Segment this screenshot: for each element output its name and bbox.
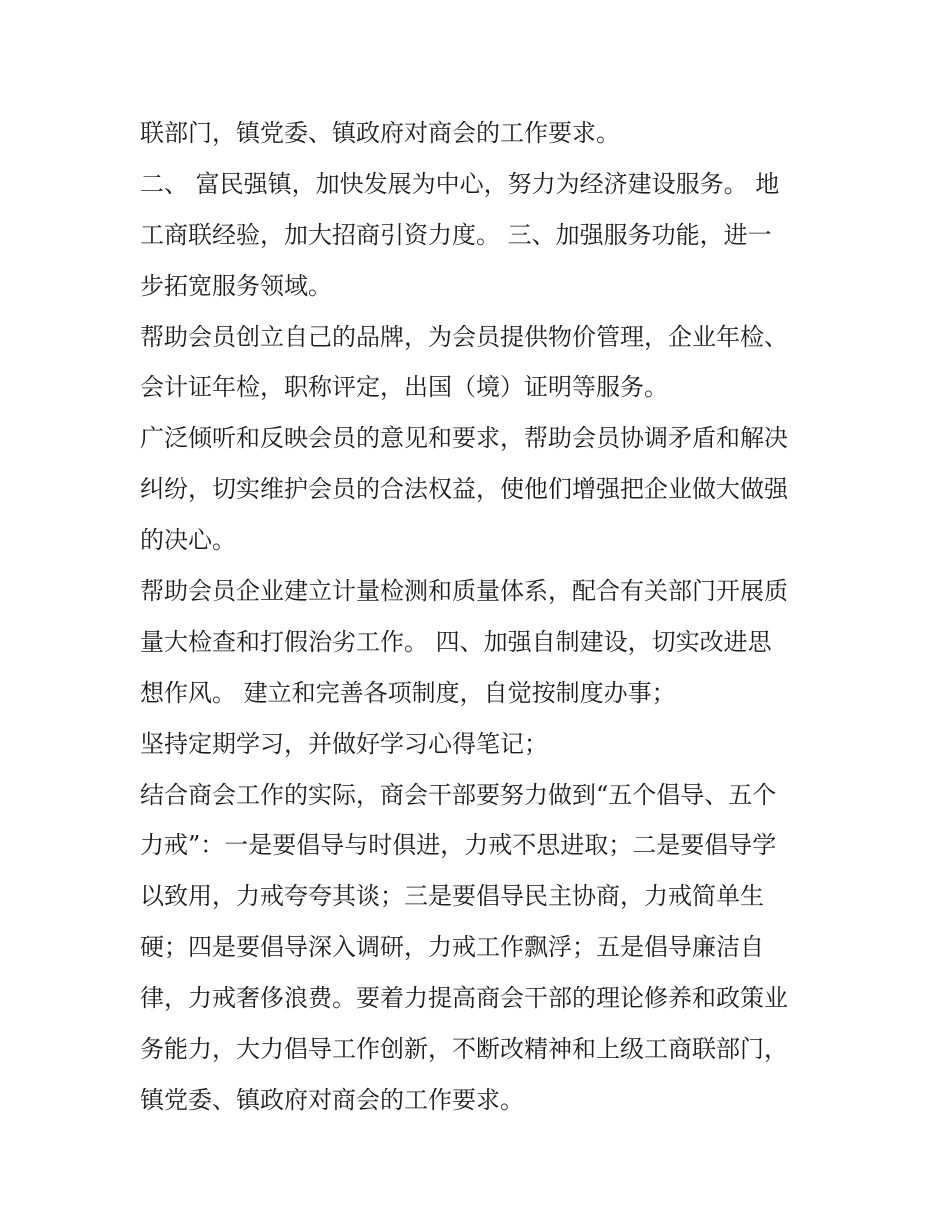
text-line: 工商联经验，加大招商引资力度。 三、加强服务功能，进一 <box>140 220 772 249</box>
text-line: 的决心。 <box>140 526 236 555</box>
text-line: 硬；四是要倡导深入调研，力戒工作飘浮；五是倡导廉洁自 <box>140 933 764 962</box>
text-line: 想作风。 建立和完善各项制度，自觉按制度办事； <box>140 678 676 707</box>
document-body <box>140 108 820 1126</box>
text-line: 力戒”：一是要倡导与时俱进，力戒不思进取；二是要倡导学 <box>140 831 777 860</box>
text-line: 以致用，力戒夸夸其谈；三是要倡导民主协商，力戒简单生 <box>140 882 764 911</box>
text-line: 联部门，镇党委、镇政府对商会的工作要求。 <box>140 119 620 147</box>
text-line: 会计证年检，职称评定，出国（境）证明等服务。 <box>140 373 668 402</box>
text-line: 务能力，大力倡导工作创新，不断改精神和上级工商联部门， <box>140 1035 788 1064</box>
text-line: 帮助会员创立自己的品牌，为会员提供物价管理，企业年检、 <box>140 322 788 351</box>
text-line: 结合商会工作的实际，商会干部要努力做到“五个倡导、五个 <box>140 780 777 809</box>
text-line: 量大检查和打假治劣工作。 四、加强自制建设，切实改进思 <box>140 627 772 656</box>
text-line: 广泛倾听和反映会员的意见和要求，帮助会员协调矛盾和解决 <box>140 424 788 453</box>
text-line: 纠纷，切实维护会员的合法权益，使他们增强把企业做大做强 <box>140 475 788 504</box>
text-line: 步拓宽服务领域。 <box>140 271 332 300</box>
text-line: 帮助会员企业建立计量检测和质量体系，配合有关部门开展质 <box>140 577 788 606</box>
text-line: 二、 富民强镇，加快发展为中心，努力为经济建设服务。 地 <box>140 169 780 198</box>
text-line: 镇党委、镇政府对商会的工作要求。 <box>140 1085 524 1114</box>
text-line: 坚持定期学习，并做好学习心得笔记； <box>140 729 548 758</box>
text-line: 律，力戒奢侈浪费。要着力提高商会干部的理论修养和政策业 <box>140 984 788 1013</box>
